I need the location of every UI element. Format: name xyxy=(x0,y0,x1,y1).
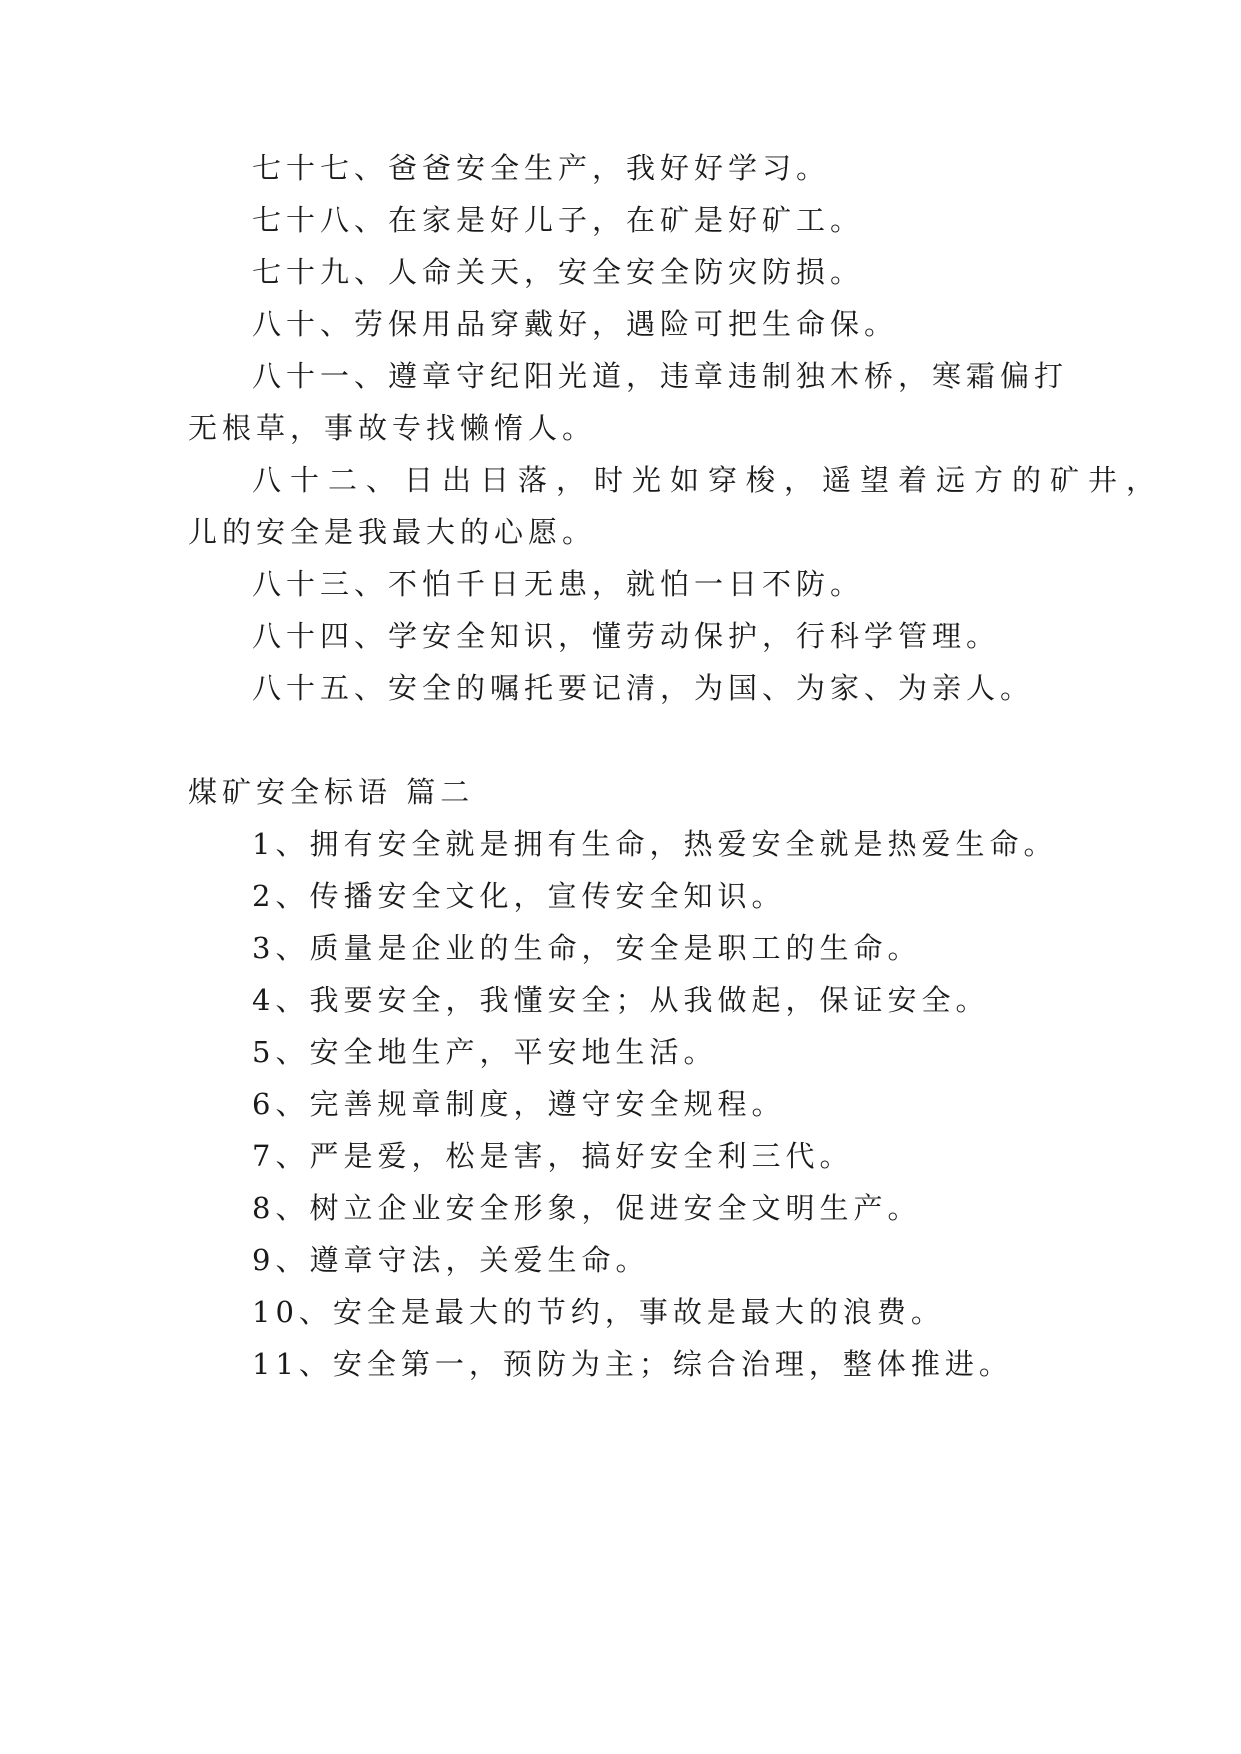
slogan-10: 10、安全是最大的节约，事故是最大的浪费。 xyxy=(252,1295,945,1329)
slogan-79: 七十九、人命关天，安全安全防灾防损。 xyxy=(252,255,865,289)
slogan-7: 7、严是爱，松是害，搞好安全利三代。 xyxy=(252,1139,854,1173)
slogan-8: 8、树立企业安全形象，促进安全文明生产。 xyxy=(252,1191,922,1225)
slogan-4: 4、我要安全，我懂安全；从我做起，保证安全。 xyxy=(252,983,990,1017)
slogan-1: 1、拥有安全就是拥有生命，热爱安全就是热爱生命。 xyxy=(252,827,1058,861)
slogan-81-line1: 八十一、遵章守纪阳光道，违章违制独木桥，寒霜偏打 xyxy=(252,359,1069,393)
slogan-82-line2: 儿的安全是我最大的心愿。 xyxy=(188,515,597,549)
slogan-85: 八十五、安全的嘱托要记清，为国、为家、为亲人。 xyxy=(252,671,1035,705)
slogan-6: 6、完善规章制度，遵守安全规程。 xyxy=(252,1087,786,1121)
section-heading: 煤矿安全标语 篇二 xyxy=(188,775,475,809)
slogan-80: 八十、劳保用品穿戴好，遇险可把生命保。 xyxy=(252,307,899,341)
slogan-83: 八十三、不怕千日无患，就怕一日不防。 xyxy=(252,567,865,601)
slogan-2: 2、传播安全文化，宣传安全知识。 xyxy=(252,879,786,913)
slogan-9: 9、遵章守法，关爱生命。 xyxy=(252,1243,650,1277)
slogan-11: 11、安全第一，预防为主；综合治理，整体推进。 xyxy=(252,1347,1013,1381)
slogan-84: 八十四、学安全知识，懂劳动保护，行科学管理。 xyxy=(252,619,1001,653)
slogan-82-line1: 八十二、日出日落，时光如穿梭，遥望着远方的矿井， xyxy=(252,463,1165,497)
slogan-3: 3、质量是企业的生命，安全是职工的生命。 xyxy=(252,931,922,965)
slogan-5: 5、安全地生产，平安地生活。 xyxy=(252,1035,718,1069)
slogan-81-line2: 无根草，事故专找懒惰人。 xyxy=(188,411,597,445)
slogan-78: 七十八、在家是好儿子，在矿是好矿工。 xyxy=(252,203,865,237)
slogan-77: 七十七、爸爸安全生产，我好好学习。 xyxy=(252,151,831,185)
